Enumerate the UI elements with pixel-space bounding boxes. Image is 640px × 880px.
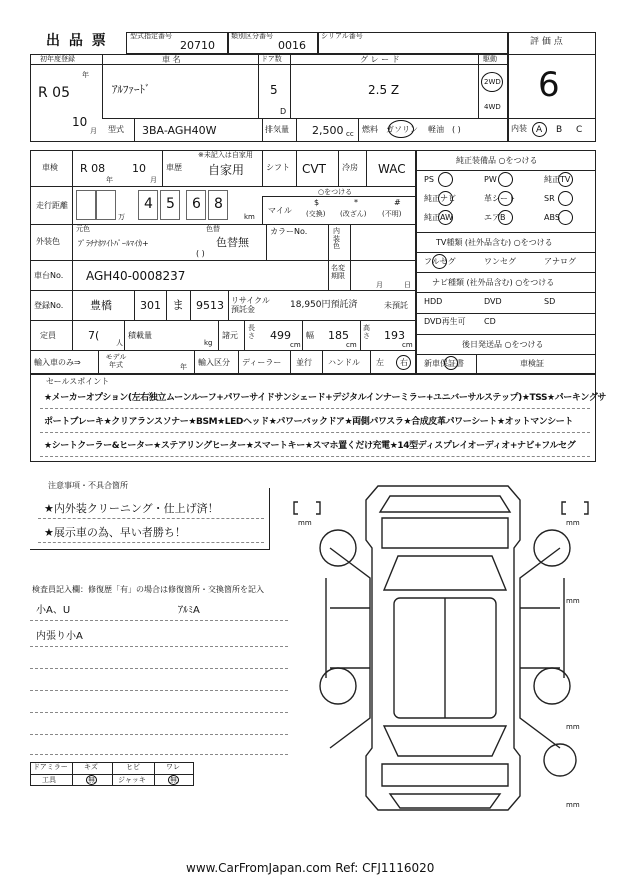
navi-divider	[416, 313, 596, 314]
first-reg-month-unit: 月	[90, 127, 97, 135]
equip-item: SR	[544, 194, 555, 203]
model-year-label: モデル年式	[105, 353, 127, 369]
legend-tool-circle	[86, 775, 97, 785]
color-changed: 色替無	[216, 236, 249, 249]
navi-item: DVD再生可	[424, 317, 466, 326]
door-type: D	[280, 107, 287, 116]
class-no: 0016	[278, 39, 306, 52]
shaken-month: 10	[132, 162, 146, 175]
equip-item-circle	[498, 172, 513, 187]
width-label: 幅	[306, 331, 314, 340]
reissue-label: 後日発送品 ○をつける	[462, 340, 544, 349]
tv-item: フルセグ	[424, 257, 456, 266]
legend-r2-c3: ジャッキ	[118, 776, 146, 784]
color-no-label: 色替	[206, 225, 220, 233]
equip-item: 純正ナビ	[424, 194, 456, 203]
type-approval-no: 20710	[180, 39, 215, 52]
plate-label: 諸元	[222, 331, 238, 340]
tv-item: ワンセグ	[484, 257, 516, 266]
chassis-value: AGH40-0008237	[86, 269, 186, 283]
mileage-note: ○をつける	[318, 188, 353, 196]
inspector-line-1-extra: ｱﾙﾐA	[178, 605, 200, 616]
legend-r2-c1: 工具	[42, 776, 56, 784]
exchange-label: $	[314, 198, 320, 207]
man-unit: 万	[118, 213, 125, 221]
length-value: 499	[270, 329, 291, 342]
handle-right-circle	[396, 355, 411, 370]
legend-jack-circle	[168, 775, 179, 785]
type-approval-label: 型式指定番号	[130, 32, 172, 40]
reg-kana: ま	[172, 298, 185, 312]
sales-line-2: ポートブレーキ★クリアランスソナー★BSM★LEDヘッド★パワーバックドア★両側パワスラ★合成皮革パワーシート★オットマンシート	[44, 417, 573, 427]
equip-item-circle	[558, 172, 573, 187]
legend-r1-c2: キズ	[84, 763, 98, 771]
reissue-item-1-circle	[444, 356, 458, 370]
mileage-cell	[76, 190, 96, 220]
car-name-label: 車 名	[162, 55, 181, 64]
recycle-amount: 18,950円預託済	[290, 300, 358, 310]
diagram-mm-3: mm	[566, 597, 580, 605]
drive-2wd: 2WD	[484, 78, 501, 86]
mileage-digit: 5	[166, 196, 175, 212]
reissue-item-1: 新車保証書	[424, 359, 464, 368]
equip-item-circle	[558, 210, 573, 225]
handle-left: 左	[376, 358, 384, 367]
displacement-value: 2,500	[312, 124, 344, 137]
tv-item-circle	[432, 254, 447, 269]
reg-area: 豊橋	[90, 299, 112, 312]
legend-r1-c3: ヒビ	[126, 763, 140, 771]
equip-item: PW	[484, 175, 497, 184]
serial-label: シリアル番号	[321, 32, 363, 40]
tv-item: アナログ	[544, 257, 576, 266]
inspector-line-1: 小A、U	[36, 605, 71, 616]
equip-item-circle	[498, 210, 513, 225]
ac-label: 冷房	[342, 163, 358, 172]
first-reg-month: 10	[72, 115, 88, 129]
unknown-label: #	[394, 198, 401, 207]
car-name: ｱﾙﾌｧｰﾄﾞ	[112, 83, 151, 96]
first-reg-year: R 05	[38, 85, 70, 101]
handle-label: ハンドル	[328, 358, 360, 367]
notes-box	[30, 488, 270, 550]
first-reg-label: 初年度登録	[40, 55, 75, 63]
name-change-label: 名変期限	[331, 264, 345, 280]
fuel-value: ガソリン	[386, 125, 418, 134]
doors-value: 5	[270, 83, 278, 97]
equip-item: エアB	[484, 213, 506, 222]
navi-item: CD	[484, 317, 496, 326]
tv-label: TV種類 (社外品含む) ○をつける	[436, 238, 553, 247]
capacity-label: 定員	[40, 331, 56, 340]
score-value: 6	[538, 65, 560, 105]
doors-label: ドア数	[261, 55, 282, 63]
navi-item: DVD	[484, 297, 502, 306]
mile-label: マイル	[268, 206, 292, 215]
usage-value: 自家用	[208, 163, 245, 177]
usage-label: 車歴	[166, 163, 182, 172]
interior-b: B	[556, 125, 563, 135]
km-unit: km	[244, 213, 255, 221]
mileage-label: 走行距離	[36, 201, 68, 210]
score-label: 評 価 点	[530, 37, 563, 47]
shaken-year: R 08	[80, 162, 106, 175]
length-label: 長さ	[248, 324, 255, 340]
inspector-line-2: 内張り小A	[36, 631, 83, 642]
interior-a: A	[536, 125, 543, 135]
height-value: 193	[384, 329, 405, 342]
dealer-label: ディーラー	[242, 358, 282, 367]
recycle-label: リサイクル預託金	[231, 296, 270, 315]
shift-label: シフト	[266, 163, 290, 172]
equip-item: ABS	[544, 213, 560, 222]
diesel-label: 軽油	[428, 125, 444, 134]
shaken-label: 車検	[42, 163, 58, 172]
navi-item: SD	[544, 297, 556, 306]
ac-value: WAC	[378, 162, 406, 176]
reg-number: 9513	[196, 299, 224, 312]
reg-label: 登録No.	[34, 301, 64, 310]
equip-item-circle	[558, 191, 573, 206]
load-label: 積載量	[128, 331, 152, 340]
height-unit: cm	[402, 341, 413, 349]
height-label: 高さ	[363, 324, 370, 340]
mileage-cell	[96, 190, 116, 220]
navi-item: HDD	[424, 297, 443, 306]
legend-r1-c1: ドアミラー	[33, 763, 68, 771]
orig-color-label: 元色	[76, 225, 90, 233]
grade-value: 2.5 Z	[368, 83, 400, 97]
displacement-unit: cc	[346, 130, 354, 138]
capacity-value: 7(	[88, 329, 100, 342]
model-label: 型式	[108, 125, 124, 134]
displacement-label: 排気量	[265, 125, 289, 134]
sales-line-3: ★シートクーラー&ヒーター★ステアリングヒーター★スマートキー★スマホ置くだけ充電★14型ディスプレイオーディオ+ナビ+フルセグ	[44, 441, 576, 451]
fuel-other: ( )	[452, 125, 461, 134]
equip-item: 純正TV	[544, 175, 571, 184]
usage-note: ※未記入は自家用	[198, 151, 253, 159]
tamper-label: *	[354, 198, 358, 207]
drive-label: 駆動	[483, 55, 497, 63]
diagram-mm-1: mm	[298, 519, 312, 527]
legend-r2-c4: 無	[170, 776, 177, 784]
legend-r1-c4: ワレ	[166, 763, 180, 771]
watermark: www.CarFromJapan.com Ref: CFJ1116020	[186, 861, 435, 875]
capacity-unit: 人	[116, 339, 123, 347]
class-no-label: 類別区分番号	[231, 32, 273, 40]
inspector-label: 検査員記入欄：修復歴「有」の場合は修復箇所・交換箇所を記入	[32, 585, 264, 594]
mileage-digit: 8	[214, 196, 223, 212]
sales-line-1: ★メーカーオプション(左右独立ムーンルーフ+パワーサイドサンシェード+デジタルインナーミラー+ユニバーサルステップ)★TSS★パーキングサ	[44, 393, 607, 403]
equip-item: 純正AW	[424, 213, 453, 222]
interior-label: 内装	[511, 124, 527, 133]
length-unit: cm	[290, 341, 301, 349]
shift-value: CVT	[302, 162, 326, 176]
drive-4wd: 4WD	[484, 103, 501, 111]
sales-points-label: セールスポイント	[46, 377, 110, 386]
mileage-digit: 6	[192, 196, 201, 212]
notes-line-2: ★展示車の為、早い者勝ち！	[44, 526, 186, 539]
interior-color-label: 内装色	[333, 227, 340, 251]
notes-line-1: ★内外装クリーニング・仕上げ済！	[44, 502, 219, 515]
equip-item-circle	[438, 210, 453, 225]
diagram-mm-4: mm	[566, 723, 580, 731]
width-unit: cm	[346, 341, 357, 349]
interior-a-circle	[532, 122, 547, 137]
legend-r2-c2: 無	[88, 776, 95, 784]
recycle-not: 未預託	[384, 301, 408, 310]
handle-right: 右	[400, 358, 408, 367]
fuel-label: 燃料	[362, 125, 378, 134]
reg-class: 301	[140, 299, 161, 312]
shaken-year-unit: 年	[106, 176, 113, 184]
shaken-month-unit: 月	[150, 176, 157, 184]
chassis-label: 車台No.	[34, 271, 64, 280]
interior-c: C	[576, 125, 583, 135]
car-diagram	[290, 478, 600, 818]
color-code-label: カラーNo.	[270, 227, 308, 236]
unknown-sub: (不明)	[382, 210, 402, 218]
page-title: 出 品 票	[46, 33, 108, 49]
orig-color: ﾌﾟﾗﾁﾅﾎﾜｲﾄﾊﾟｰﾙﾏｲｶ+	[78, 239, 149, 248]
exchange-sub: (交換)	[306, 210, 326, 218]
grade-label: グ レ ー ド	[360, 55, 400, 64]
model-value: 3BA-AGH40W	[142, 124, 217, 137]
exterior-label: 外装色	[36, 237, 60, 246]
mileage-digit: 4	[144, 196, 153, 212]
diagram-mm-5: mm	[566, 801, 580, 809]
notes-label: 注意事項・不具合箇所	[48, 481, 128, 490]
equip-item-circle	[438, 191, 453, 206]
width-value: 185	[328, 329, 349, 342]
diagram-mm-2: mm	[566, 519, 580, 527]
import-year-unit: 年	[180, 363, 187, 371]
name-change-month: 月	[376, 281, 383, 289]
equip-item: 革シート	[484, 194, 516, 203]
drive-2wd-circle	[481, 72, 503, 92]
fuel-circle	[388, 120, 414, 138]
reissue-item-2: 車検証	[520, 359, 544, 368]
color-paren: ( )	[196, 249, 205, 258]
equip-item: PS	[424, 175, 434, 184]
equip-item-circle	[498, 191, 513, 206]
tamper-sub: (改ざん)	[340, 210, 367, 218]
navi-label: ナビ種類 (社外品含む) ○をつける	[432, 278, 555, 287]
first-reg-year-unit: 年	[82, 71, 89, 79]
std-equip-label: 純正装備品 ○をつける	[456, 156, 538, 165]
equip-item-circle	[438, 172, 453, 187]
import-label: 輸入車のみ⇒	[34, 358, 81, 367]
load-unit: kg	[204, 339, 213, 347]
parallel-label: 並行	[296, 358, 312, 367]
import-type-label: 輸入区分	[198, 358, 230, 367]
name-change-day: 日	[404, 281, 411, 289]
